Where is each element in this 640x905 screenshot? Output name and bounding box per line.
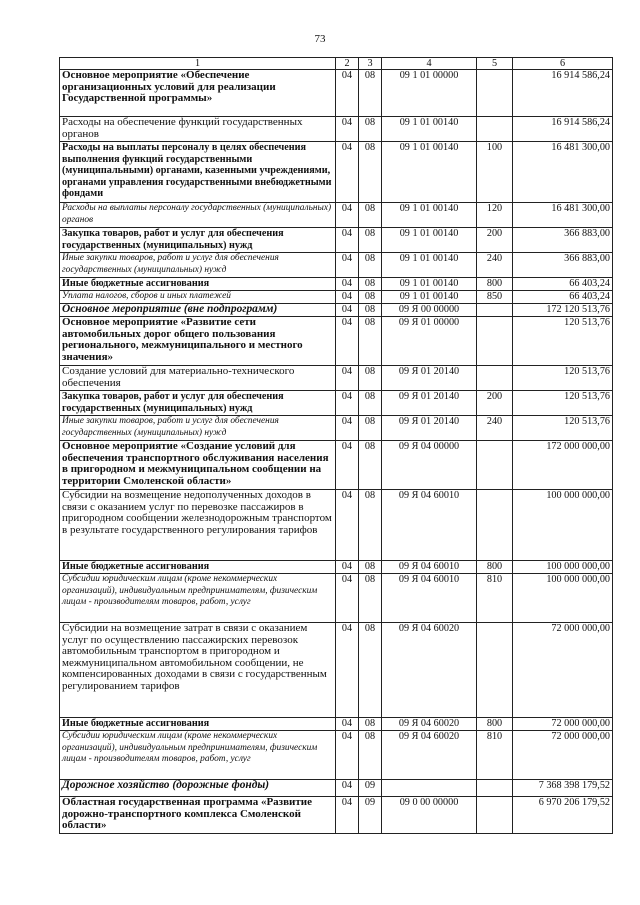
table-row xyxy=(60,203,613,228)
row-target-code-cell: 09 1 01 00000 xyxy=(382,70,477,117)
row-amount-cell: 66 403,24 xyxy=(513,278,613,291)
row-subsection-cell: 08 xyxy=(359,70,382,117)
row-section-cell: 04 xyxy=(336,117,359,142)
row-section-cell: 04 xyxy=(336,718,359,731)
row-name-cell: Расходы на выплаты персоналу государственных (муниципальных) органов xyxy=(60,203,336,228)
row-expense-type-cell: 810 xyxy=(477,574,513,623)
row-subsection-cell: 08 xyxy=(359,574,382,623)
row-section-cell: 04 xyxy=(336,416,359,441)
row-subsection-cell: 08 xyxy=(359,278,382,291)
table-row xyxy=(60,574,613,623)
row-amount-cell: 172 120 513,76 xyxy=(513,304,613,317)
row-name-cell: Закупка товаров, работ и услуг для обеспечения государственных (муниципальных) нужд xyxy=(60,391,336,416)
row-subsection-cell: 08 xyxy=(359,317,382,366)
row-subsection-cell: 08 xyxy=(359,623,382,718)
row-subsection-cell: 08 xyxy=(359,416,382,441)
row-subsection-cell: 08 xyxy=(359,253,382,278)
row-name-cell: Уплата налогов, сборов и иных платежей xyxy=(60,291,336,304)
table-row xyxy=(60,228,613,253)
row-subsection-cell: 08 xyxy=(359,718,382,731)
row-expense-type-cell: 850 xyxy=(477,291,513,304)
row-target-code-cell: 09 Я 04 00000 xyxy=(382,441,477,490)
row-section-cell: 04 xyxy=(336,561,359,574)
row-amount-cell: 16 914 586,24 xyxy=(513,117,613,142)
row-subsection-cell: 09 xyxy=(359,797,382,834)
row-name-cell: Иные закупки товаров, работ и услуг для обеспечения государственных (муниципальных) нужд xyxy=(60,253,336,278)
row-expense-type-cell: 240 xyxy=(477,416,513,441)
table-row xyxy=(60,317,613,366)
row-section-cell: 04 xyxy=(336,203,359,228)
row-expense-type-cell: 800 xyxy=(477,561,513,574)
row-expense-type-cell xyxy=(477,623,513,718)
row-target-code-cell: 09 1 01 00140 xyxy=(382,117,477,142)
row-subsection-cell: 08 xyxy=(359,441,382,490)
row-subsection-cell: 08 xyxy=(359,366,382,391)
row-section-cell: 04 xyxy=(336,391,359,416)
header-row xyxy=(60,58,613,70)
row-amount-cell: 100 000 000,00 xyxy=(513,490,613,561)
row-expense-type-cell: 200 xyxy=(477,391,513,416)
row-target-code-cell: 09 0 00 00000 xyxy=(382,797,477,834)
row-expense-type-cell xyxy=(477,780,513,797)
row-subsection-cell: 08 xyxy=(359,203,382,228)
row-subsection-cell: 08 xyxy=(359,142,382,203)
row-expense-type-cell xyxy=(477,490,513,561)
row-amount-cell: 16 481 300,00 xyxy=(513,203,613,228)
row-section-cell: 04 xyxy=(336,291,359,304)
row-target-code-cell: 09 1 01 00140 xyxy=(382,203,477,228)
row-amount-cell: 72 000 000,00 xyxy=(513,623,613,718)
row-expense-type-cell: 100 xyxy=(477,142,513,203)
row-subsection-cell: 08 xyxy=(359,731,382,780)
table-row xyxy=(60,718,613,731)
row-subsection-cell: 08 xyxy=(359,391,382,416)
row-name-cell: Расходы на выплаты персоналу в целях обеспечения выполнения функций государственными (муниципальными) органами, казенными учреждениями, органами управления государственными внебюджетными фондами xyxy=(60,142,336,203)
table-row xyxy=(60,441,613,490)
table-row xyxy=(60,366,613,391)
row-amount-cell: 16 914 586,24 xyxy=(513,70,613,117)
row-section-cell: 04 xyxy=(336,574,359,623)
row-section-cell: 04 xyxy=(336,253,359,278)
row-target-code-cell: 09 Я 04 60010 xyxy=(382,574,477,623)
row-target-code-cell: 09 Я 01 20140 xyxy=(382,391,477,416)
header-cell-1: 1 xyxy=(60,58,336,70)
row-section-cell: 04 xyxy=(336,142,359,203)
table-row xyxy=(60,797,613,834)
row-name-cell: Создание условий для материально-технического обеспечения xyxy=(60,366,336,391)
row-name-cell: Иные бюджетные ассигнования xyxy=(60,718,336,731)
row-name-cell: Основное мероприятие «Развитие сети автомобильных дорог общего пользования регионального, межмуниципального и местного значения» xyxy=(60,317,336,366)
row-expense-type-cell xyxy=(477,441,513,490)
row-target-code-cell: 09 Я 01 20140 xyxy=(382,416,477,441)
header-cell-2: 2 xyxy=(336,58,359,70)
row-target-code-cell: 09 1 01 00140 xyxy=(382,228,477,253)
row-amount-cell: 120 513,76 xyxy=(513,416,613,441)
row-section-cell: 04 xyxy=(336,304,359,317)
table-row xyxy=(60,490,613,561)
row-section-cell: 04 xyxy=(336,623,359,718)
row-target-code-cell: 09 Я 04 60020 xyxy=(382,623,477,718)
table-row xyxy=(60,253,613,278)
row-target-code-cell: 09 Я 04 60010 xyxy=(382,561,477,574)
row-section-cell: 04 xyxy=(336,278,359,291)
row-expense-type-cell xyxy=(477,366,513,391)
table-row xyxy=(60,561,613,574)
row-amount-cell: 366 883,00 xyxy=(513,253,613,278)
row-amount-cell: 366 883,00 xyxy=(513,228,613,253)
table-row xyxy=(60,142,613,203)
table-row xyxy=(60,623,613,718)
row-subsection-cell: 08 xyxy=(359,228,382,253)
row-target-code-cell: 09 Я 01 20140 xyxy=(382,366,477,391)
row-name-cell: Субсидии юридическим лицам (кроме некоммерческих организаций), индивидуальным предпринимателям, физическим лицам - производителям товаров, работ, услуг xyxy=(60,574,336,623)
row-amount-cell: 100 000 000,00 xyxy=(513,574,613,623)
table-row xyxy=(60,391,613,416)
row-target-code-cell: 09 1 01 00140 xyxy=(382,142,477,203)
row-subsection-cell: 08 xyxy=(359,117,382,142)
row-section-cell: 04 xyxy=(336,317,359,366)
row-name-cell: Основное мероприятие (вне подпрограмм) xyxy=(60,304,336,317)
row-name-cell: Дорожное хозяйство (дорожные фонды) xyxy=(60,780,336,797)
row-amount-cell: 7 368 398 179,52 xyxy=(513,780,613,797)
row-target-code-cell: 09 1 01 00140 xyxy=(382,291,477,304)
header-cell-4: 4 xyxy=(382,58,477,70)
row-subsection-cell: 09 xyxy=(359,780,382,797)
row-subsection-cell: 08 xyxy=(359,304,382,317)
row-expense-type-cell xyxy=(477,117,513,142)
row-amount-cell: 100 000 000,00 xyxy=(513,561,613,574)
table-row xyxy=(60,70,613,117)
row-target-code-cell: 09 Я 04 60020 xyxy=(382,731,477,780)
row-section-cell: 04 xyxy=(336,780,359,797)
row-section-cell: 04 xyxy=(336,490,359,561)
row-amount-cell: 120 513,76 xyxy=(513,391,613,416)
row-name-cell: Областная государственная программа «Развитие дорожно-транспортного комплекса Смоленской области» xyxy=(60,797,336,834)
row-amount-cell: 120 513,76 xyxy=(513,366,613,391)
row-expense-type-cell: 800 xyxy=(477,718,513,731)
row-section-cell: 04 xyxy=(336,70,359,117)
row-name-cell: Иные закупки товаров, работ и услуг для обеспечения государственных (муниципальных) нужд xyxy=(60,416,336,441)
row-name-cell: Иные бюджетные ассигнования xyxy=(60,561,336,574)
row-amount-cell: 172 000 000,00 xyxy=(513,441,613,490)
row-section-cell: 04 xyxy=(336,228,359,253)
row-target-code-cell: 09 Я 01 00000 xyxy=(382,317,477,366)
row-expense-type-cell: 240 xyxy=(477,253,513,278)
row-amount-cell: 16 481 300,00 xyxy=(513,142,613,203)
row-name-cell: Закупка товаров, работ и услуг для обеспечения государственных (муниципальных) нужд xyxy=(60,228,336,253)
header-cell-6: 6 xyxy=(513,58,613,70)
row-subsection-cell: 08 xyxy=(359,291,382,304)
table-row xyxy=(60,278,613,291)
table-row xyxy=(60,416,613,441)
row-expense-type-cell xyxy=(477,70,513,117)
table-row xyxy=(60,780,613,797)
header-cell-3: 3 xyxy=(359,58,382,70)
row-amount-cell: 6 970 206 179,52 xyxy=(513,797,613,834)
row-expense-type-cell: 200 xyxy=(477,228,513,253)
row-section-cell: 04 xyxy=(336,731,359,780)
header-cell-5: 5 xyxy=(477,58,513,70)
page-number: 73 xyxy=(314,33,326,45)
row-amount-cell: 72 000 000,00 xyxy=(513,731,613,780)
row-target-code-cell: 09 Я 04 60020 xyxy=(382,718,477,731)
row-amount-cell: 72 000 000,00 xyxy=(513,718,613,731)
row-name-cell: Субсидии юридическим лицам (кроме некоммерческих организаций), индивидуальным предпринимателям, физическим лицам - производителям товаров, работ, услуг xyxy=(60,731,336,780)
table-row xyxy=(60,117,613,142)
budget-table xyxy=(59,57,613,834)
row-target-code-cell xyxy=(382,780,477,797)
row-expense-type-cell: 810 xyxy=(477,731,513,780)
row-subsection-cell: 08 xyxy=(359,561,382,574)
row-name-cell: Основное мероприятие «Обеспечение организационных условий для реализации Государственной программы» xyxy=(60,70,336,117)
row-subsection-cell: 08 xyxy=(359,490,382,561)
row-name-cell: Субсидии на возмещение затрат в связи с оказанием услуг по осуществлению пассажирских перевозок автомобильным транспортом в пригородном и межмуниципальном автомобильном сообщении, не компенсированных доходами в связи с государственным регулированием тарифов xyxy=(60,623,336,718)
row-target-code-cell: 09 Я 00 00000 xyxy=(382,304,477,317)
row-expense-type-cell xyxy=(477,304,513,317)
row-name-cell: Иные бюджетные ассигнования xyxy=(60,278,336,291)
row-name-cell: Расходы на обеспечение функций государственных органов xyxy=(60,117,336,142)
row-expense-type-cell: 800 xyxy=(477,278,513,291)
row-amount-cell: 66 403,24 xyxy=(513,291,613,304)
row-name-cell: Субсидии на возмещение недополученных доходов в связи с оказанием услуг по перевозке пассажиров в пригородном сообщении железнодорожным транспортом в результате государственного регулирования тарифов xyxy=(60,490,336,561)
row-section-cell: 04 xyxy=(336,441,359,490)
row-expense-type-cell xyxy=(477,797,513,834)
row-name-cell: Основное мероприятие «Создание условий для обеспечения транспортного обслуживания населения в пригородном и межмуниципальном сообщении на территории Смоленской области» xyxy=(60,441,336,490)
row-section-cell: 04 xyxy=(336,797,359,834)
row-target-code-cell: 09 1 01 00140 xyxy=(382,253,477,278)
row-expense-type-cell xyxy=(477,317,513,366)
row-target-code-cell: 09 Я 04 60010 xyxy=(382,490,477,561)
row-target-code-cell: 09 1 01 00140 xyxy=(382,278,477,291)
row-section-cell: 04 xyxy=(336,366,359,391)
table-row xyxy=(60,291,613,304)
table-row xyxy=(60,731,613,780)
table-row xyxy=(60,304,613,317)
row-amount-cell: 120 513,76 xyxy=(513,317,613,366)
row-expense-type-cell: 120 xyxy=(477,203,513,228)
